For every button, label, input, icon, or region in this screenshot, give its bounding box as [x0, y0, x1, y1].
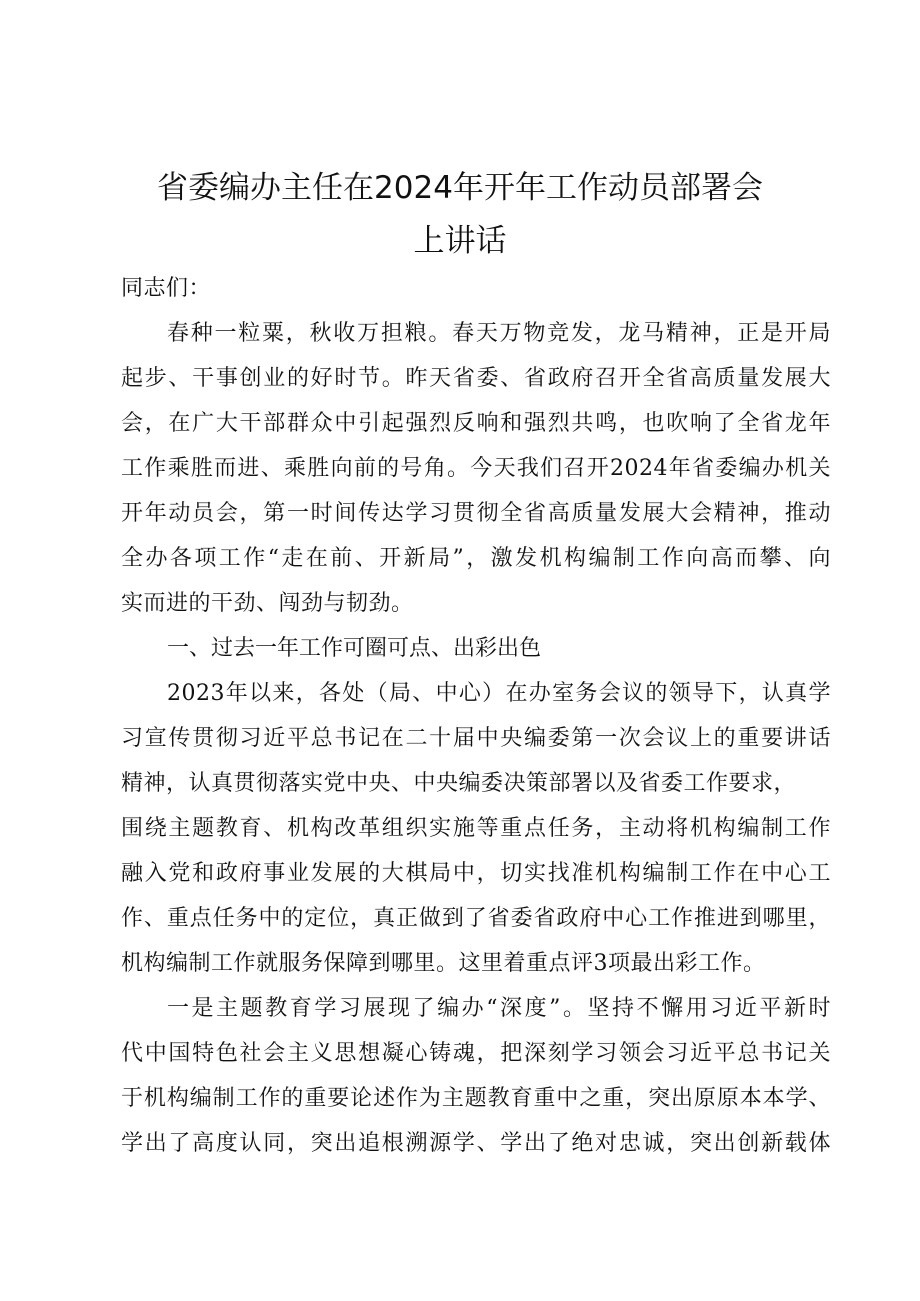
paragraph-1-line: 起步、干事创业的好时节。昨天省委、省政府召开全省高质量发展大	[121, 366, 831, 391]
document-title-line-2: 上讲话	[413, 223, 507, 259]
section-1-heading: 一、过去一年工作可圈可点、出彩出色	[167, 636, 542, 661]
paragraph-2-line: 作、重点任务中的定位，真正做到了省委省政府中心工作推进到哪里，	[121, 906, 831, 931]
paragraph-3-line: 学出了高度认同，突出追根溯源学、学出了绝对忠诚，突出创新载体	[121, 1131, 831, 1156]
paragraph-1-line: 工作乘胜而进、乘胜向前的号角。今天我们召开2024年省委编办机关	[121, 456, 831, 481]
paragraph-2-line: 习宣传贯彻习近平总书记在二十届中央编委第一次会议上的重要讲话	[121, 726, 831, 751]
paragraph-2-line: 围绕主题教育、机构改革组织实施等重点任务，主动将机构编制工作	[121, 816, 831, 841]
paragraph-2-line: 机构编制工作就服务保障到哪里。这里着重点评3项最出彩工作。	[121, 951, 766, 976]
paragraph-1-line: 开年动员会，第一时间传达学习贯彻全省高质量发展大会精神，推动	[121, 501, 831, 526]
paragraph-2-line: 融入党和政府事业发展的大棋局中，切实找准机构编制工作在中心工	[121, 861, 831, 886]
paragraph-2-line: 精神，认真贯彻落实党中央、中央编委决策部署以及省委工作要求，	[121, 771, 797, 796]
paragraph-3-line: 代中国特色社会主义思想凝心铸魂，把深刻学习领会习近平总书记关	[121, 1041, 831, 1066]
salutation: 同志们：	[121, 276, 212, 301]
paragraph-1-line: 实而进的干劲、闯劲与韧劲。	[121, 591, 414, 616]
paragraph-1-line: 全办各项工作“走在前、开新局”，激发机构编制工作向高而攀、向	[121, 546, 831, 571]
paragraph-1-line: 会，在广大干部群众中引起强烈反响和强烈共鸣，也吹响了全省龙年	[121, 411, 831, 436]
document-title-line-1: 省委编办主任在2024年开年工作动员部署会	[157, 170, 763, 206]
paragraph-1-line: 春种一粒粟，秋收万担粮。春天万物竞发，龙马精神，正是开局	[167, 321, 831, 346]
paragraph-3-line: 一是主题教育学习展现了编办“深度”。坚持不懈用习近平新时	[167, 996, 831, 1021]
paragraph-2-line: 2023年以来，各处（局、中心）在办室务会议的领导下，认真学	[167, 681, 831, 706]
paragraph-3-line: 于机构编制工作的重要论述作为主题教育重中之重，突出原原本本学、	[121, 1086, 831, 1111]
